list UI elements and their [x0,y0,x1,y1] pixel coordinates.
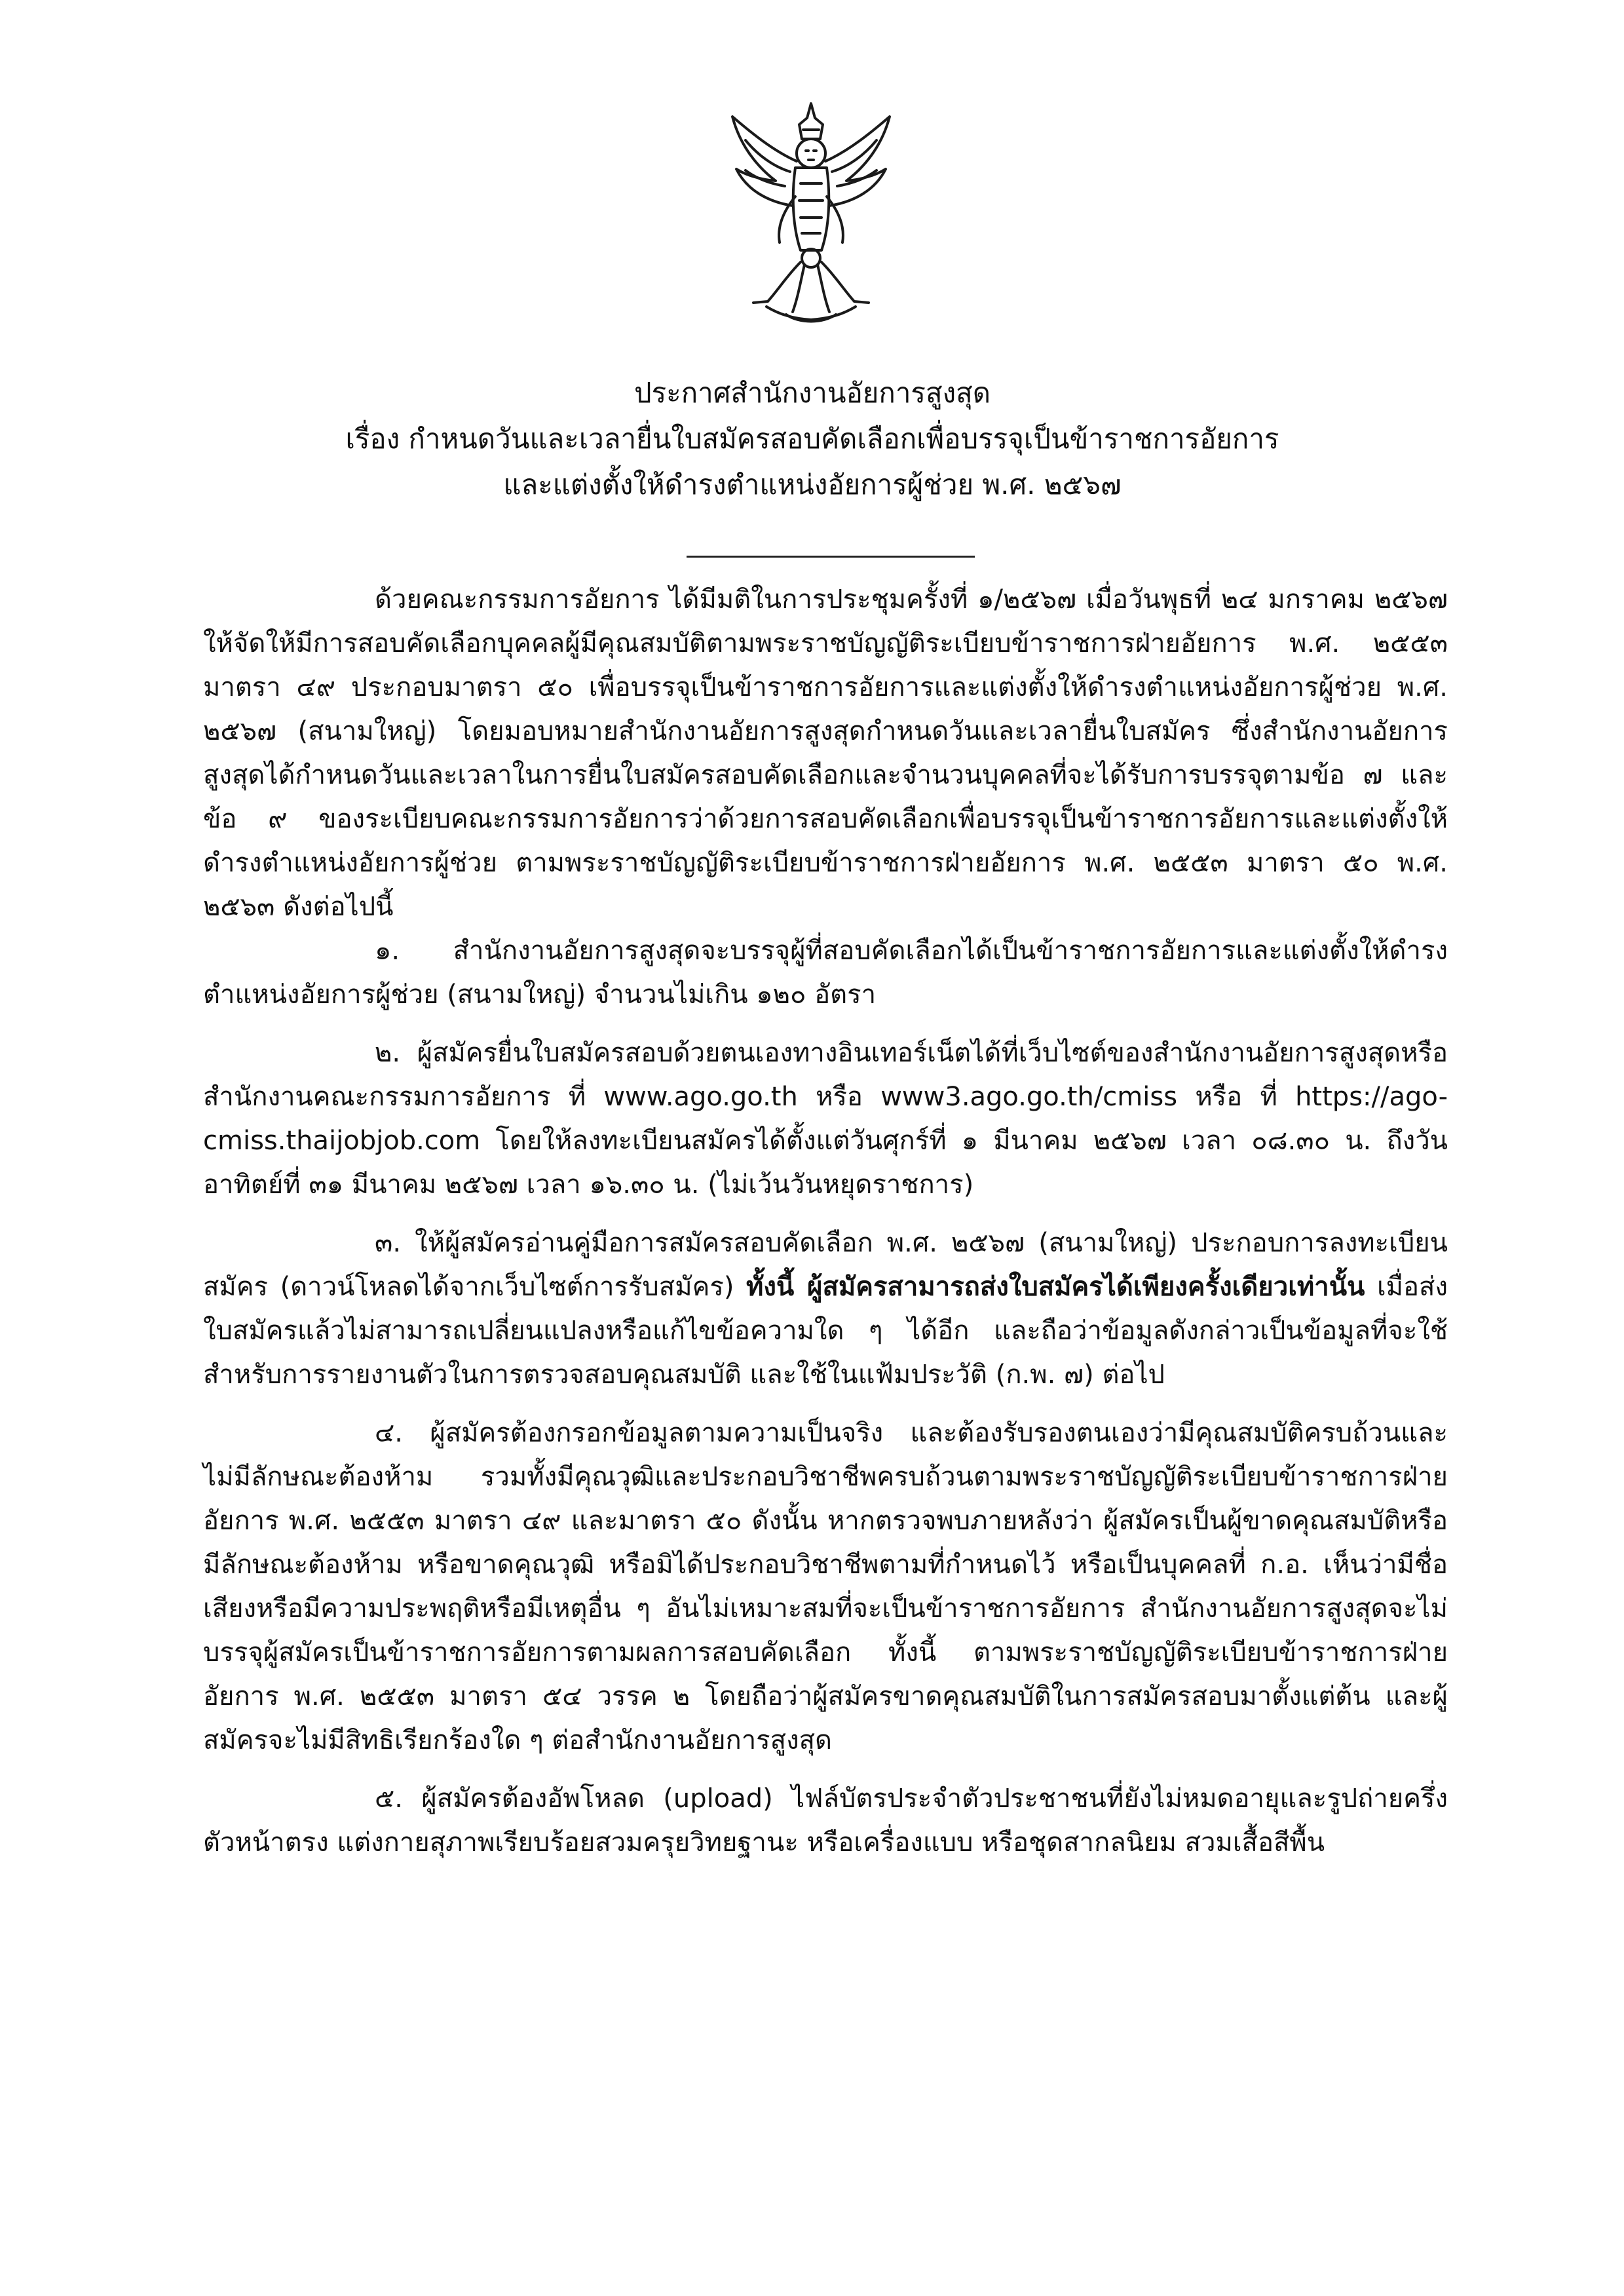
item-3-text-b: เมื่อส่งใบสมัครแล้วไม่สามารถเปลี่ยนแปลงหรือแก้ไขข้อความใด ๆ ได้อีก และถือว่าข้อมูลดังกล่าวเป็นข้อมูลที่จะใช้สำหรับการรายงานตัวในการตรวจสอบคุณสมบัติ และใช้ในแฟ้มประวัติ (ก.พ. ๗) ต่อไป [203,1272,1448,1390]
item-3-bold-notice: ทั้งนี้ ผู้สมัครสามารถส่งใบสมัครได้เพียงครั้งเดียวเท่านั้น [746,1272,1365,1302]
title-divider [687,556,975,558]
item-2-paragraph [203,1031,1448,1207]
item-2-text-b: หรือ [797,1082,881,1112]
item-4-paragraph: ๔. ผู้สมัครต้องกรอกข้อมูลตามความเป็นจริง และต้องรับรองตนเองว่ามีคุณสมบัติครบถ้วนและไม่มีลักษณะต้องห้าม รวมทั้งมีคุณวุฒิและประกอบวิชาชีพครบถ้วนตามพระราชบัญญัติระเบียบข้าราชการฝ่ายอัยการ พ.ศ. ๒๕๕๓ มาตรา ๔๙ และมาตรา ๕๐ ดังนั้น หากตรวจพบภายหลังว่า ผู้สมัครเป็นผู้ขาดคุณสมบัติหรือมีลักษณะต้องห้าม หรือขาดคุณวุฒิ หรือมิได้ประกอบวิชาชีพตามที่กำหนดไว้ หรือเป็นบุคคลที่ ก.อ. เห็นว่ามีชื่อเสียงหรือมีความประพฤติหรือมีเหตุอื่น ๆ อันไม่เหมาะสมที่จะเป็นข้าราชการอัยการ สำนักงานอัยการสูงสุดจะไม่บรรจุผู้สมัครเป็นข้าราชการอัยการตามผลการสอบคัดเลือก ทั้งนี้ ตามพระราชบัญญัติระเบียบข้าราชการฝ่ายอัยการ พ.ศ. ๒๕๕๓ มาตรา ๕๔ วรรค ๒ โดยถือว่าผู้สมัครขาดคุณสมบัติในการสมัครสอบมาตั้งแต่ต้น และผู้สมัครจะไม่มีสิทธิเรียกร้องใด ๆ ต่อสำนักงานอัยการสูงสุด [203,1418,1448,1755]
item-2-text-a: ๒. ผู้สมัครยื่นใบสมัครสอบด้วยตนเองทางอินเทอร์เน็ตได้ที่เว็บไซต์ของสำนักงานอัยการสูงสุดหรือสำนักงานคณะกรรมการอัยการ ที่ [203,1038,1448,1112]
thaijobjob-website-link[interactable]: https://ago-cmiss.thaijobjob.com [203,1082,1448,1156]
title-line-1: ประกาศสำนักงานอัยการสูงสุด [633,377,991,409]
garuda-emblem-icon [727,98,895,325]
cmiss-website-link[interactable]: www3.ago.go.th/cmiss [880,1082,1178,1112]
announcement-body [203,578,1448,1865]
item-3-paragraph [203,1221,1448,1397]
title-line-2: เรื่อง กำหนดวันและเวลายื่นใบสมัครสอบคัดเลือกเพื่อบรรจุเป็นข้าราชการอัยการ [345,423,1279,455]
announcement-title [197,370,1428,508]
item-5-paragraph: ๕. ผู้สมัครต้องอัพโหลด (upload) ไฟล์บัตรประจำตัวประชาชนที่ยังไม่หมดอายุและรูปถ่ายครึ่งตัวหน้าตรง แต่งกายสุภาพเรียบร้อยสวมครุยวิทยฐานะ หรือเครื่องแบบ หรือชุดสากลนิยม สวมเสื้อสีพื้น [203,1784,1448,1858]
item-2-text-d: โดยให้ลงทะเบียนสมัครได้ตั้งแต่วันศุกร์ที่ ๑ มีนาคม ๒๕๖๗ เวลา ๐๘.๓๐ น. ถึงวันอาทิตย์ที่ ๓๑ มีนาคม ๒๕๖๗ เวลา ๑๖.๓๐ น. (ไม่เว้นวันหยุดราชการ) [203,1126,1448,1200]
item-2-text-c: หรือ ที่ [1177,1082,1296,1112]
item-3-text-a: ๓. ให้ผู้สมัครอ่านคู่มือการสมัครสอบคัดเลือก พ.ศ. ๒๕๖๗ (สนามใหญ่) ประกอบการลงทะเบียนสมัคร (ดาวน์โหลดได้จากเว็บไซต์การรับสมัคร) [203,1228,1448,1302]
item-1-paragraph: ๑. สำนักงานอัยการสูงสุดจะบรรจุผู้ที่สอบคัดเลือกได้เป็นข้าราชการอัยการและแต่งตั้งให้ดำรงตำแหน่งอัยการผู้ช่วย (สนามใหญ่) จำนวนไม่เกิน ๑๒๐ อัตรา [203,936,1448,1010]
ago-website-link[interactable]: www.ago.go.th [603,1082,798,1112]
intro-paragraph: ด้วยคณะกรรมการอัยการ ได้มีมติในการประชุมครั้งที่ ๑/๒๕๖๗ เมื่อวันพุธที่ ๒๔ มกราคม ๒๕๖๗ ให้จัดให้มีการสอบคัดเลือกบุคคลผู้มีคุณสมบัติตามพระราชบัญญัติระเบียบข้าราชการฝ่ายอัยการ พ.ศ. ๒๕๕๓ มาตรา ๔๙ ประกอบมาตรา ๕๐ เพื่อบรรจุเป็นข้าราชการอัยการและแต่งตั้งให้ดำรงตำแหน่งอัยการผู้ช่วย พ.ศ. ๒๕๖๗ (สนามใหญ่) โดยมอบหมายสำนักงานอัยการสูงสุดกำหนดวันและเวลายื่นใบสมัคร ซึ่งสำนักงานอัยการสูงสุดได้กำหนดวันและเวลาในการยื่นใบสมัครสอบคัดเลือกและจำนวนบุคคลที่จะได้รับการบรรจุตามข้อ ๗ และข้อ ๙ ของระเบียบคณะกรรมการอัยการว่าด้วยการสอบคัดเลือกเพื่อบรรจุเป็นข้าราชการอัยการและแต่งตั้งให้ดำรงตำแหน่งอัยการผู้ช่วย ตามพระราชบัญญัติระเบียบข้าราชการฝ่ายอัยการ พ.ศ. ๒๕๕๓ มาตรา ๕๐ พ.ศ. ๒๕๖๓ ดังต่อไปนี้ [203,584,1448,922]
title-line-3: และแต่งตั้งให้ดำรงตำแหน่งอัยการผู้ช่วย พ.ศ. ๒๕๖๗ [503,469,1122,501]
